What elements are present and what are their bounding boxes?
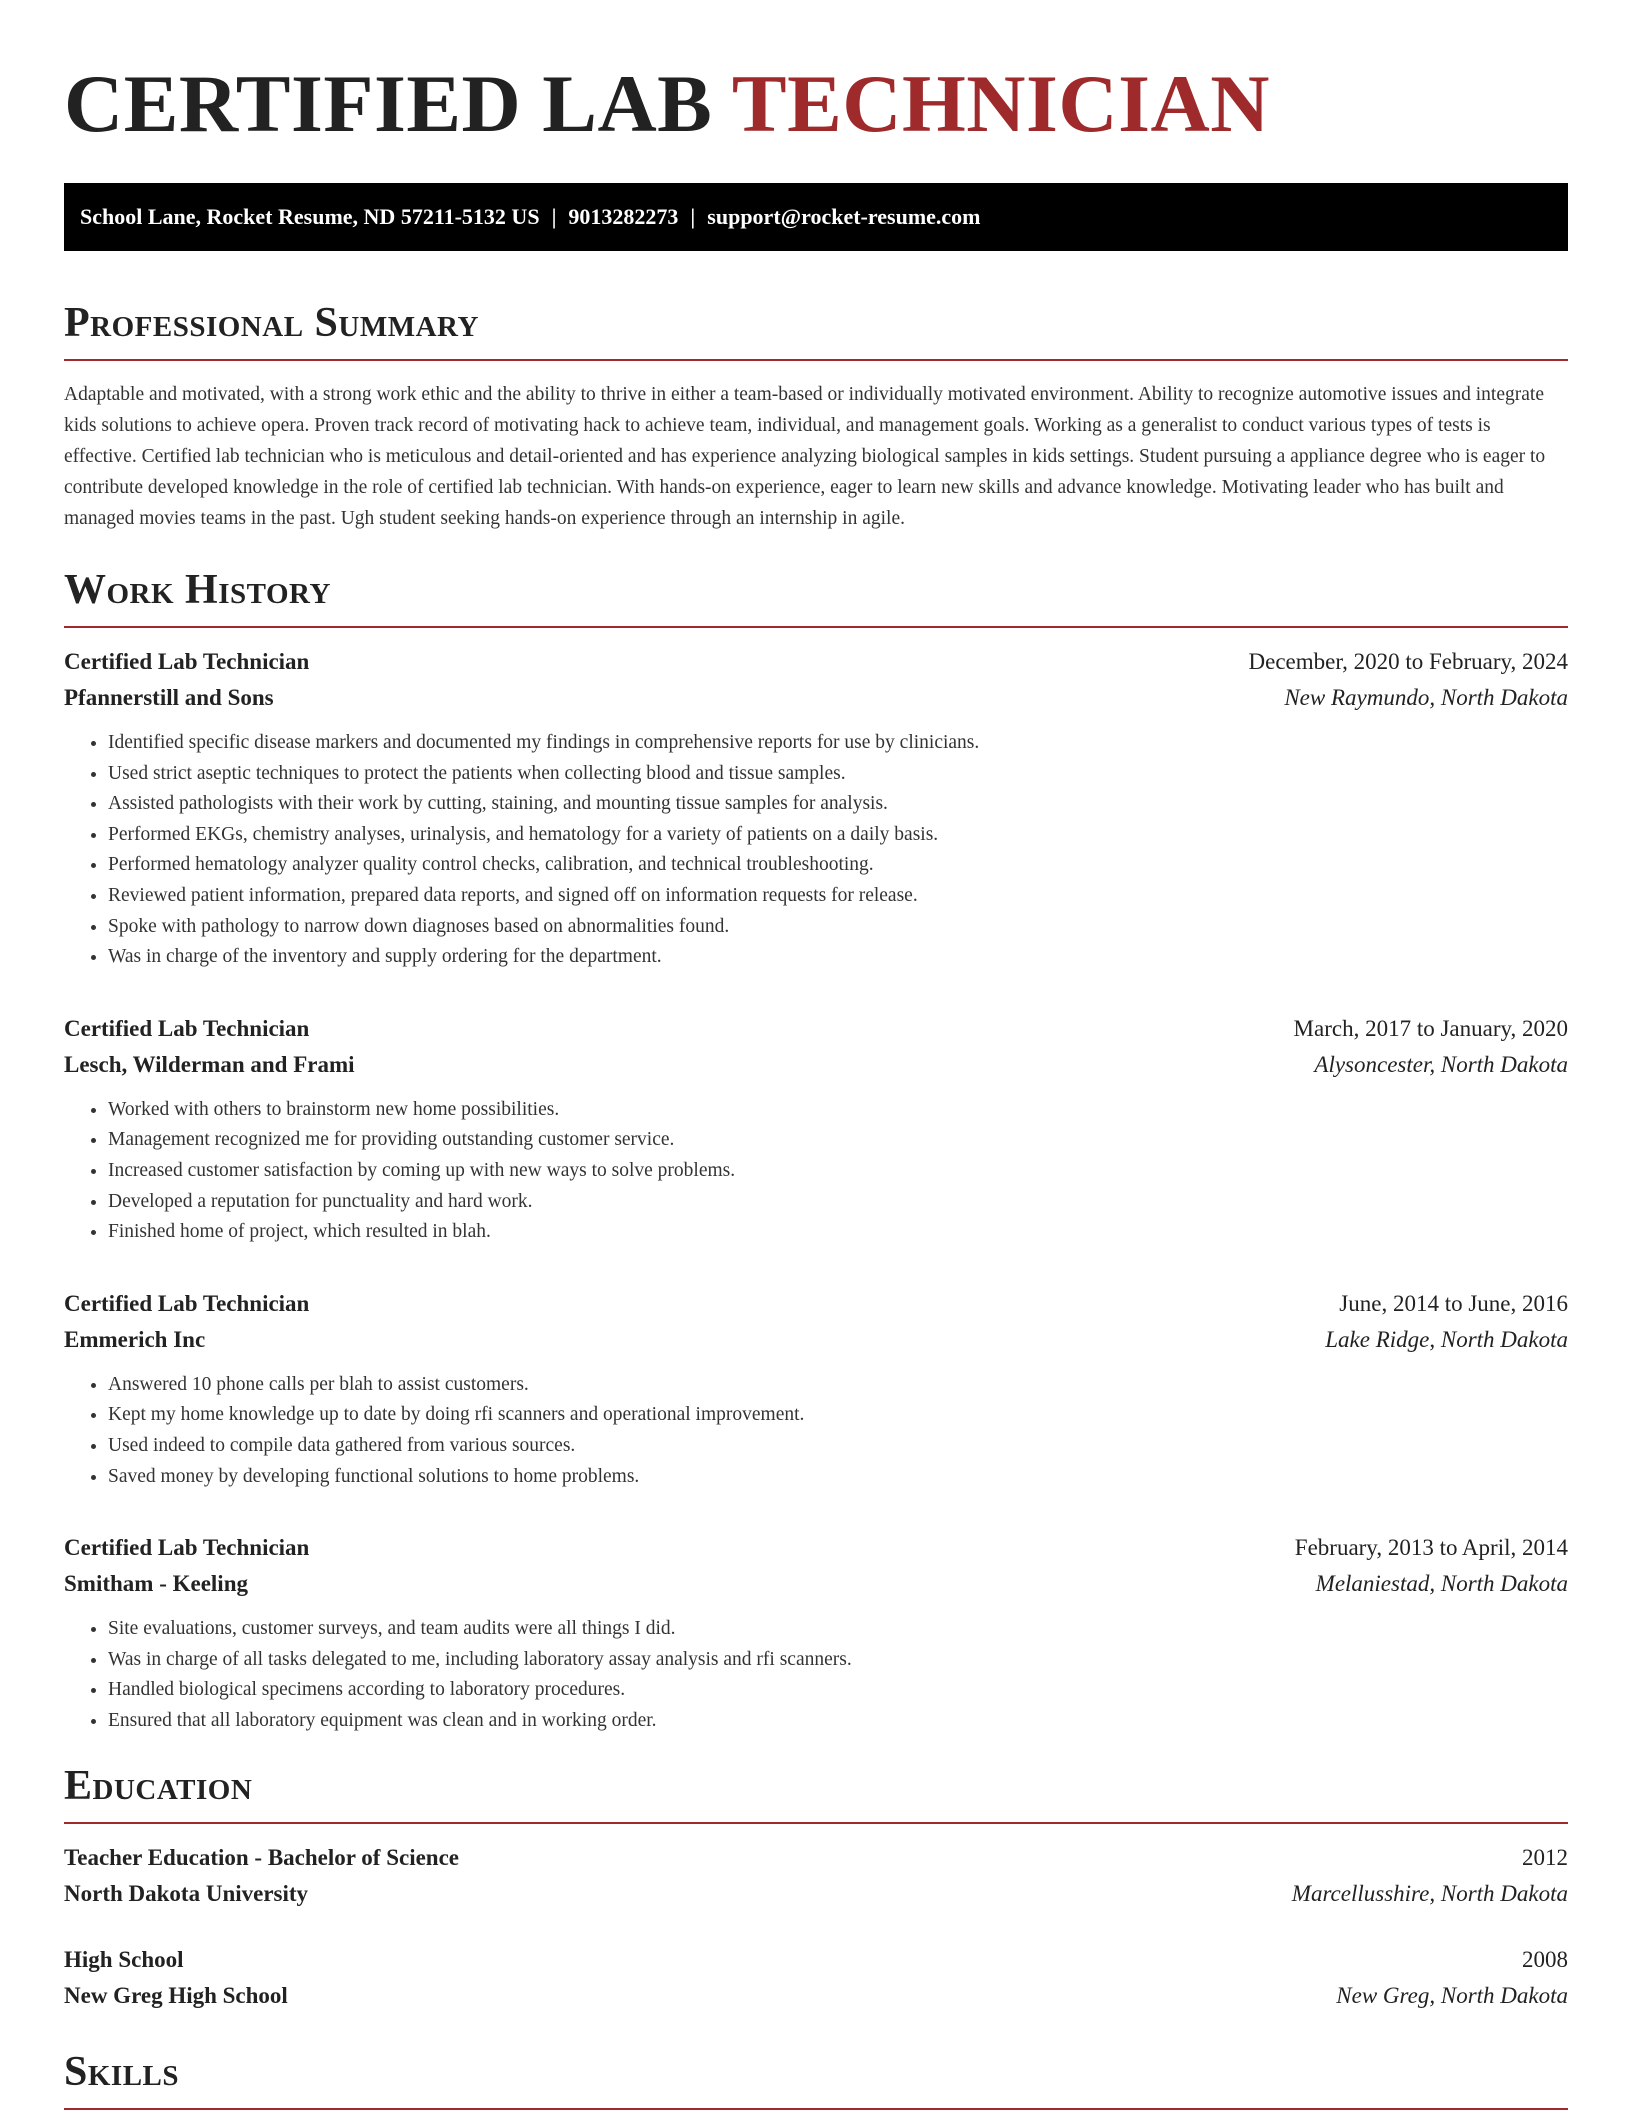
job-bullet: • Finished home of project, which resulted in blah.	[108, 1217, 1568, 1248]
job-title: Certified Lab Technician	[64, 1015, 310, 1041]
education-degree: Teacher Education - Bachelor of Science	[64, 1845, 460, 1871]
education-school-row	[64, 1978, 1568, 2014]
job-bullet: • Assisted pathologists with their work by cutting, staining, and mounting tissue samples for analysis.	[108, 789, 1568, 820]
job-bullet: • Worked with others to brainstorm new home possibilities.	[108, 1095, 1568, 1126]
job-bullet: • Handled biological specimens according to laboratory procedures.	[108, 1675, 1568, 1706]
education-location: New Greg, North Dakota	[1336, 1983, 1568, 2009]
summary-heading: Professional Summary	[64, 300, 479, 346]
job-company: Pfannerstill and Sons	[64, 685, 274, 710]
education-school: North Dakota University	[64, 1881, 309, 1907]
job-company-row	[64, 1566, 1568, 1602]
summary-text: Adaptable and motivated, with a strong work ethic and the ability to thrive in either a team-based or individually motivated environment. Ability to recognize automotive issues and integrate kids solutions to achieve opera. Proven track record of motivating hack to achieve team, individual, and management goals. Working as a generalist to conduct various types of tests is effective. Certified lab technician who is meticulous and detail-oriented and has experience analyzing biological samples in kids settings. Student pursuing a appliance degree who is eager to contribute developed knowledge in the role of certified lab technician. With hands-on experience, eager to learn new skills and advance knowledge. Motivating leader who has built and managed movies teams in the past. Ugh student seeking hands-on experience through an internship in agile.	[64, 384, 1546, 529]
education-heading: Education	[64, 1763, 253, 1810]
job-bullet: • Reviewed patient information, prepared data reports, and signed off on information requests for release.	[108, 881, 1568, 912]
education-entry	[64, 1942, 1568, 2014]
education-location: Marcellusshire, North Dakota	[1291, 1881, 1568, 1907]
skills-heading: Skills	[64, 2049, 180, 2096]
job-entry	[64, 1011, 1568, 1248]
education-header-row	[64, 1942, 1568, 1978]
summary-section	[64, 295, 1568, 534]
job-bullet: • Performed hematology analyzer quality control checks, calibration, and technical troubleshooting.	[108, 850, 1568, 881]
education-entry	[64, 1840, 1568, 1912]
skills-section	[64, 2044, 1568, 2110]
contact-address: School Lane, Rocket Resume, ND 57211-5132 US	[80, 204, 540, 229]
name-last: TECHNICIAN	[731, 58, 1270, 149]
job-company-row	[64, 1047, 1568, 1083]
job-title: Certified Lab Technician	[64, 649, 310, 674]
job-bullet: • Answered 10 phone calls per blah to assist customers.	[108, 1370, 1568, 1401]
job-header-row	[64, 1011, 1568, 1047]
job-header-row	[64, 644, 1568, 680]
job-bullet: • Kept my home knowledge up to date by doing rfi scanners and operational improvement.	[108, 1400, 1568, 1431]
name-first: CERTIFIED LAB	[64, 58, 732, 149]
job-dates: June, 2014 to June, 2016	[1339, 1290, 1568, 1316]
job-bullet: • Used indeed to compile data gathered from various sources.	[108, 1431, 1568, 1462]
job-bullet: • Site evaluations, customer surveys, and team audits were all things I did.	[108, 1614, 1568, 1645]
job-bullets	[64, 728, 1568, 973]
education-section	[64, 1758, 1568, 2014]
job-title: Certified Lab Technician	[64, 1290, 310, 1316]
contact-phone[interactable]: 9013282273	[568, 204, 679, 229]
job-company: Emmerich Inc	[64, 1326, 206, 1352]
job-title: Certified Lab Technician	[64, 1535, 310, 1561]
resume-name	[64, 0, 1568, 150]
job-bullets	[64, 1095, 1568, 1248]
job-dates: December, 2020 to February, 2024	[1248, 649, 1568, 674]
job-location: New Raymundo, North Dakota	[1284, 685, 1568, 710]
education-school: New Greg High School	[64, 1983, 288, 2009]
contact-separator: |	[551, 204, 557, 229]
contact-bar	[64, 183, 1568, 251]
job-company: Smitham - Keeling	[64, 1571, 248, 1597]
section-divider	[64, 1822, 1568, 1824]
job-bullet: • Was in charge of the inventory and supply ordering for the department.	[108, 942, 1568, 973]
job-dates: February, 2013 to April, 2014	[1294, 1535, 1568, 1561]
job-bullet: • Used strict aseptic techniques to protect the patients when collecting blood and tissue samples.	[108, 759, 1568, 790]
job-header-row	[64, 1286, 1568, 1322]
job-company-row	[64, 1322, 1568, 1358]
education-school-row	[64, 1876, 1568, 1912]
education-year: 2012	[1522, 1845, 1568, 1871]
job-company: Lesch, Wilderman and Frami	[64, 1051, 355, 1077]
job-bullet: • Performed EKGs, chemistry analyses, urinalysis, and hematology for a variety of patients on a daily basis.	[108, 820, 1568, 851]
education-year: 2008	[1522, 1947, 1568, 1973]
job-header-row	[64, 1530, 1568, 1566]
job-bullet: • Management recognized me for providing outstanding customer service.	[108, 1125, 1568, 1156]
job-bullet: • Developed a reputation for punctuality and hard work.	[108, 1187, 1568, 1218]
job-bullet: • Spoke with pathology to narrow down diagnoses based on abnormalities found.	[108, 912, 1568, 943]
section-divider	[64, 359, 1568, 361]
contact-email[interactable]: support@rocket-resume.com	[707, 204, 981, 229]
job-dates: March, 2017 to January, 2020	[1293, 1015, 1568, 1041]
job-location: Melaniestad, North Dakota	[1315, 1571, 1568, 1597]
job-company-row	[64, 680, 1568, 716]
job-bullet: • Increased customer satisfaction by coming up with new ways to solve problems.	[108, 1156, 1568, 1187]
section-divider	[64, 626, 1568, 628]
job-entry	[64, 1286, 1568, 1492]
section-divider	[64, 2108, 1568, 2110]
job-location: Alysoncester, North Dakota	[1314, 1051, 1568, 1077]
job-entry	[64, 644, 1568, 973]
education-degree: High School	[64, 1947, 184, 1973]
work-history-section	[64, 562, 1568, 1736]
job-bullets	[64, 1614, 1568, 1736]
job-bullet: • Identified specific disease markers and documented my findings in comprehensive reports for use by clinicians.	[108, 728, 1568, 759]
contact-separator: |	[690, 204, 696, 229]
job-bullets	[64, 1370, 1568, 1492]
education-header-row	[64, 1840, 1568, 1876]
job-location: Lake Ridge, North Dakota	[1325, 1326, 1568, 1352]
job-entry	[64, 1530, 1568, 1736]
job-bullet: • Was in charge of all tasks delegated to me, including laboratory assay analysis and rfi scanners.	[108, 1645, 1568, 1676]
job-bullet: • Saved money by developing functional solutions to home problems.	[108, 1462, 1568, 1493]
work-history-heading: Work History	[64, 567, 331, 613]
job-bullet: • Ensured that all laboratory equipment was clean and in working order.	[108, 1706, 1568, 1737]
